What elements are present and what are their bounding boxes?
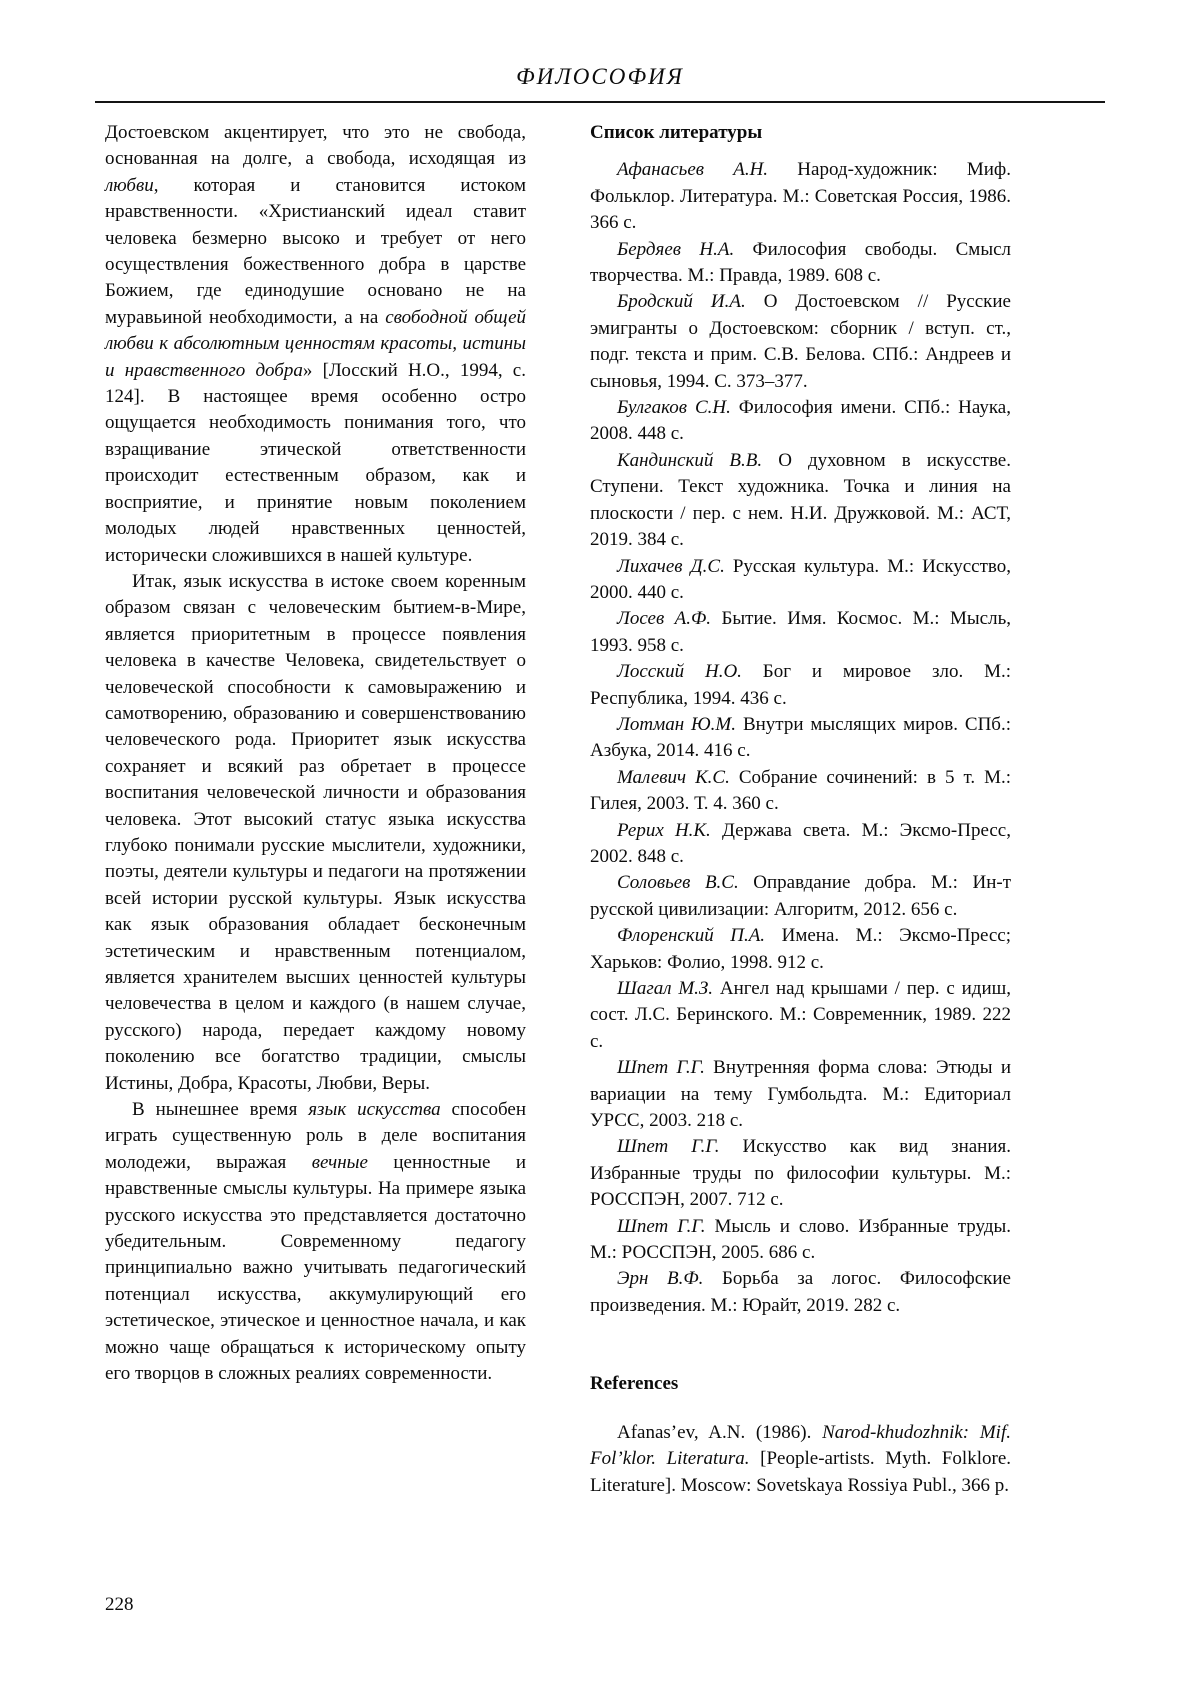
italic-text-segment: Лосский Н.О. — [617, 661, 742, 683]
italic-text-segment: Булгаков С.Н. — [617, 397, 731, 419]
body-paragraph — [105, 120, 526, 569]
bibliography-entry — [590, 870, 1011, 923]
left-column — [105, 120, 526, 1499]
italic-text-segment: любви — [105, 174, 154, 196]
bibliography-entry — [590, 976, 1011, 1055]
bibliography-list — [590, 157, 1011, 1319]
two-column-layout — [105, 120, 1011, 1499]
italic-text-segment: Рерих Н.К. — [617, 819, 711, 841]
text-segment: Философия имени. СПб.: Наука, 2008. 448 с. — [590, 397, 1011, 445]
references-title: References — [590, 1373, 679, 1395]
italic-text-segment: Шпет Г.Г. — [617, 1057, 705, 1079]
italic-text-segment: Шпет Г.Г. — [617, 1215, 706, 1237]
text-segment: Бытие. Имя. Космос. М.: Мысль, 1993. 958 с. — [590, 608, 1011, 656]
text-segment: Мысль и слово. Избранные труды. М.: РОССПЭН, 2005. 686 с. — [590, 1215, 1012, 1264]
header-divider — [95, 101, 1105, 103]
text-segment: Философия свободы. Смысл творчества. М.: Правда, 1989. 608 с. — [590, 238, 1011, 287]
text-segment: О духовном в искусстве. Ступени. Текст художника. Точка и линия на плоскости / пер. с нем. Н.И. Дружковой. М.: АСТ, 2019. 384 с. — [590, 449, 1011, 551]
bibliography-entry — [590, 818, 1011, 871]
text-segment: » [Лосский Н.О., 1994, с. 124]. В настоящее время особенно остро ощущается необходимость понимания того, что взращивание этической ответственности происходит естественным образом, как и восприятие, и принятие новым поколением молодых людей нравственных ценностей, исторически сложившихся в нашей культуре. — [105, 359, 526, 566]
text-segment: Бог и мировое зло. М.: Республика, 1994. 436 с. — [590, 661, 1011, 709]
text-segment: Имена. М.: Эксмо-Пресс; Харьков: Фолио, 1998. 912 с. — [590, 925, 1011, 973]
italic-text-segment: Соловьев В.С. — [617, 872, 739, 894]
bibliography-entry — [590, 923, 1011, 976]
running-head: ФИЛОСОФИЯ — [516, 64, 684, 89]
reference-entry — [590, 1420, 1011, 1499]
italic-text-segment: Эрн В.Ф. — [617, 1268, 704, 1290]
bibliography-title: Список литературы — [590, 122, 763, 143]
bibliography-entry — [590, 554, 1011, 607]
bibliography-entry — [590, 448, 1011, 554]
bibliography-entry — [590, 237, 1011, 290]
italic-text-segment: Бродский И.А. — [617, 291, 746, 313]
bibliography-entry — [590, 395, 1011, 448]
italic-text-segment: Шпет Г.Г. — [617, 1136, 720, 1158]
italic-text-segment: Лосев А.Ф. — [617, 608, 712, 630]
body-paragraph — [105, 569, 526, 1097]
text-segment: [People-artists. Myth. Folklore. Literature]. Moscow: Sovetskaya Rossiya Publ., 366 p. — [590, 1448, 1012, 1496]
text-segment: Русская культура. М.: Искусство, 2000. 440 с. — [590, 555, 1011, 603]
italic-text-segment: Лотман Ю.М. — [617, 713, 737, 735]
bibliography-entry — [590, 1055, 1011, 1134]
italic-text-segment: Малевич К.С. — [617, 766, 730, 788]
bibliography-entry — [590, 659, 1011, 712]
right-column — [590, 120, 1011, 1499]
references-list — [590, 1420, 1011, 1499]
bibliography-entry — [590, 1266, 1011, 1319]
page-number: 228 — [105, 1594, 134, 1615]
body-paragraph — [105, 1097, 526, 1387]
italic-text-segment: Кандинский В.В. — [617, 449, 763, 471]
text-segment: Внутренняя форма слова: Этюды и вариации на тему Гумбольдта. М.: Едиториал УРСС, 2003. 218 с. — [590, 1057, 1012, 1132]
text-segment: Внутри мыслящих миров. СПб.: Азбука, 2014. 416 с. — [590, 713, 1011, 762]
italic-text-segment: язык искусства — [308, 1099, 441, 1121]
italic-text-segment: вечные — [311, 1151, 368, 1173]
bibliography-entry — [590, 1134, 1011, 1213]
text-segment: Afanas’ev, A.N. (1986). — [617, 1421, 823, 1443]
text-segment: Достоевском акцентирует, что это не свобода, основанная на долге, а свобода, исходящая из — [105, 122, 526, 170]
text-segment: Итак, язык искусства в истоке своем коренным образом связан с человеческим бытием-в-Мире, является приоритетным в процессе появления человека в качестве Человека, свидетельствует о человеческой способности к самовыражению и самотворению, образованию и совершенствованию человеческого рода. Приоритет язык искусства сохраняет и всякий раз обретает в процессе воспитания человеческой личности и образования человека. Этот высокий статус языка искусства глубоко понимали русские мыслители, художники, поэты, деятели культуры и педагоги на протяжении всей истории русской культуры. Язык искусства как язык образования обладает бесконечным эстетическим и нравственным потенциалом, является хранителем высших ценностей культуры человечества в целом и каждого (в нашем случае, русского) народа, передает каждому новому поколению все богатство традиции, смыслы Истины, Добра, Красоты, Любви, Веры. — [105, 570, 526, 1094]
text-segment: , которая и становится истоком нравственности. «Христианский идеал ставит человека безмерно высоко и требует от него осуществления божественного добра в царстве Божием, где единодушие основано не на муравьиной необходимости, а на — [105, 174, 526, 328]
text-segment: О Достоевском // Русские эмигранты о Достоевском: сборник / вступ. ст., подг. текста и прим. С.В. Белова. СПб.: Андреев и сыновья, 1994. С. 373–377. — [590, 291, 1011, 392]
italic-text-segment: Афанасьев А.Н. — [617, 159, 769, 181]
bibliography-entry — [590, 157, 1011, 236]
bibliography-entry — [590, 712, 1011, 765]
text-segment: Собрание сочинений: в 5 т. М.: Гилея, 2003. Т. 4. 360 с. — [590, 766, 1011, 815]
italic-text-segment: Narod-khudozhnik: Mif. Fol’klor. Literatura. — [590, 1421, 1011, 1470]
italic-text-segment: Флоренский П.А. — [617, 925, 766, 947]
italic-text-segment: Лихачев Д.С. — [617, 555, 725, 577]
italic-text-segment: свободной общей любви к абсолютным ценностям красоты, истины и нравственного добра — [105, 306, 527, 381]
text-segment: В нынешнее время — [132, 1099, 309, 1121]
bibliography-entry — [590, 765, 1011, 818]
bibliography-entry — [590, 606, 1011, 659]
italic-text-segment: Бердяев Н.А. — [617, 238, 735, 260]
text-segment: Борьба за логос. Философские произведения. М.: Юрайт, 2019. 282 с. — [590, 1268, 1011, 1316]
text-segment: Народ-художник: Миф. Фольклор. Литература. М.: Советская Россия, 1986. 366 с. — [590, 159, 1011, 234]
italic-text-segment: Шагал М.З. — [617, 978, 714, 999]
text-segment: Искусство как вид знания. Избранные труды по философии культуры. М.: РОССПЭН, 2007. 712 с. — [590, 1136, 1011, 1211]
text-segment: Ангел над крышами / пер. с идиш, сост. Л.С. Беринского. М.: Современник, 1989. 222 с. — [590, 978, 1012, 1052]
text-segment: Оправдание добра. М.: Ин-т русской цивилизации: Алгоритм, 2012. 656 с. — [590, 872, 1011, 920]
bibliography-entry — [590, 1214, 1011, 1267]
text-segment: способен играть существенную роль в деле воспитания молодежи, выражая — [105, 1099, 526, 1173]
text-segment: Держава света. М.: Эксмо-Пресс, 2002. 848 с. — [590, 819, 1011, 867]
bibliography-entry — [590, 289, 1011, 395]
text-segment: ценностные и нравственные смыслы культуры. На примере языка русского искусства это представляется достаточно убедительным. Современному педагогу принципиально важно учитывать педагогический потенциал искусства, аккумулирующий его эстетическое, этическое и ценностное начала, и как можно чаще обращаться к историческому опыту его творцов в сложных реалиях современности. — [105, 1151, 526, 1385]
